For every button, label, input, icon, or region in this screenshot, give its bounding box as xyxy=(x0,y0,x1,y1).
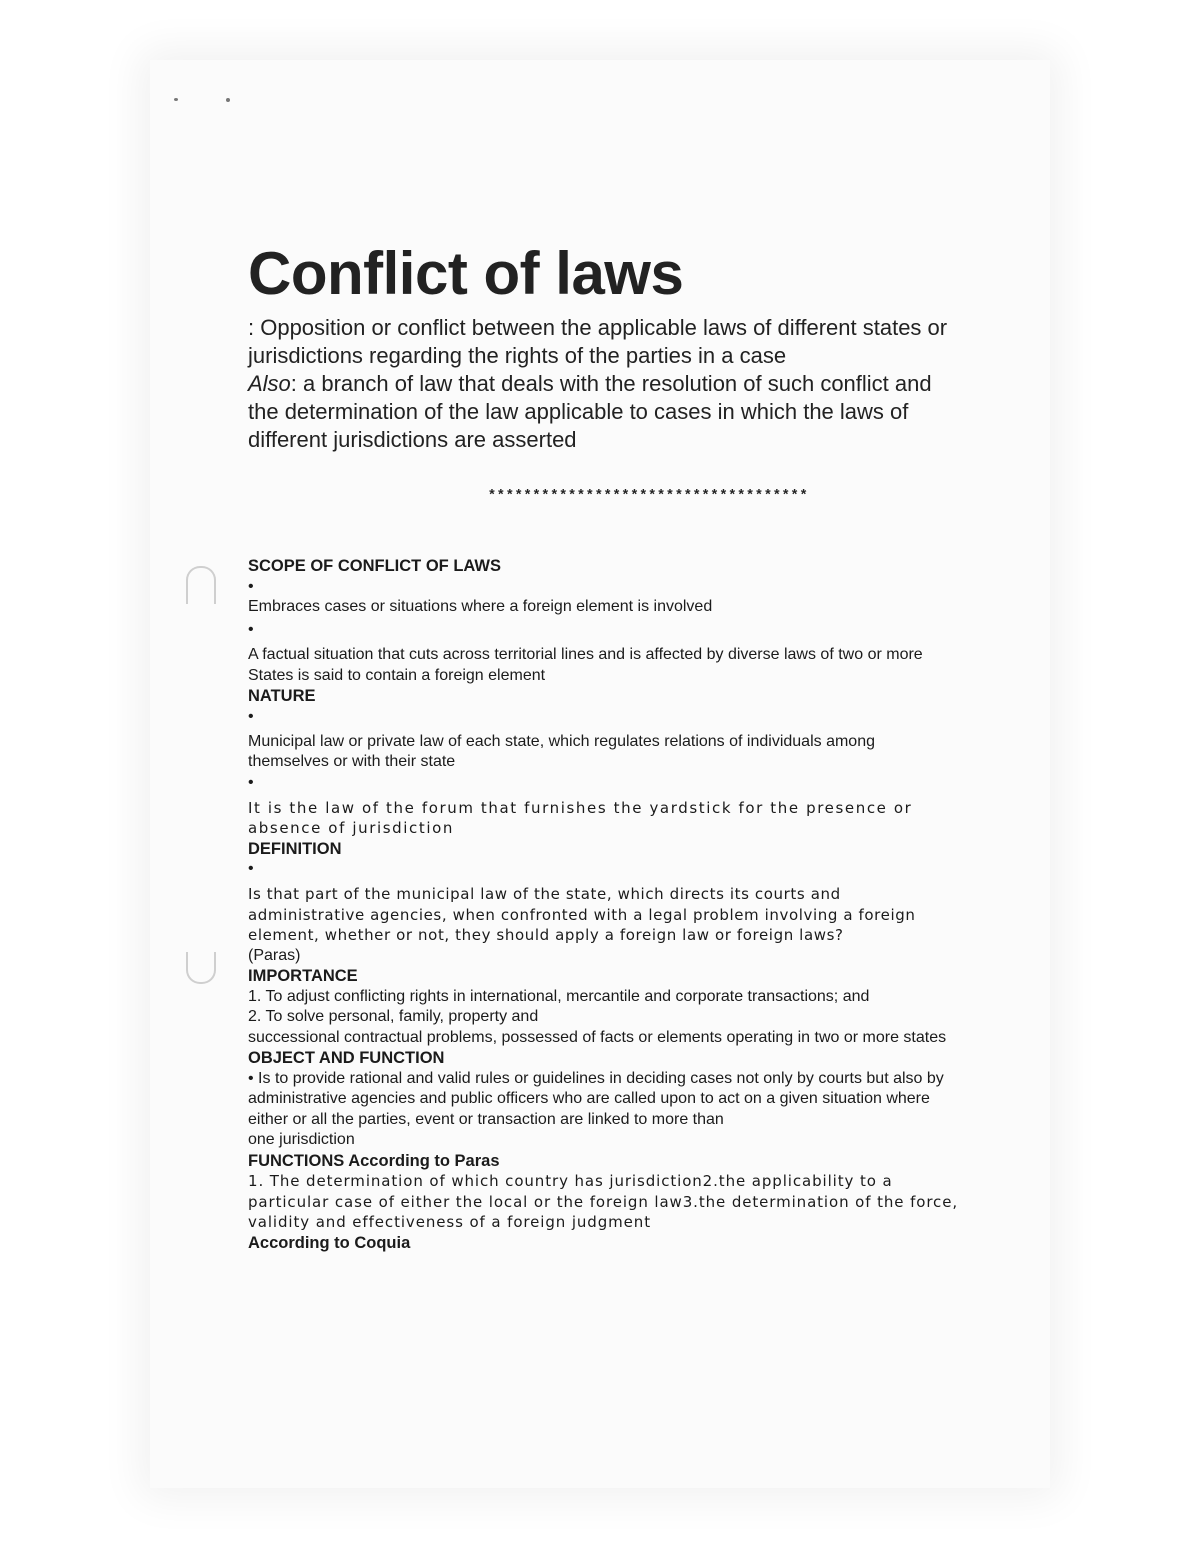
functions-item-1: 1. The determination of which country has jurisdiction2.the applicability to a particular case of either the local or the foreign law3.the determination of the force, validity and effectiveness of a foreign judgment xyxy=(248,1172,959,1231)
section-heading-nature: NATURE xyxy=(248,687,316,705)
bullet-marker: • xyxy=(248,773,254,791)
nature-item-1: Municipal law or private law of each state, which regulates relations of individuals among themselves or with their state xyxy=(248,732,875,770)
importance-item-3: successional contractual problems, possessed of facts or elements operating in two or more states xyxy=(248,1028,947,1046)
section-heading-definition: DEFINITION xyxy=(248,839,342,858)
object-item-1: • Is to provide rational and valid rules or guidelines in deciding cases not only by courts but also by administrative agencies and public officers who are called upon to act on a given situation where either or all the parties, event or transaction are linked to more than xyxy=(248,1069,944,1128)
document-content xyxy=(248,236,958,1253)
document-body xyxy=(248,556,958,1253)
definition-text-also: : a branch of law that deals with the resolution of such conflict and the determination of the law applicable to cases in which the laws of different jurisdictions are asserted xyxy=(248,371,932,452)
definition-paragraph xyxy=(248,314,958,454)
scope-item-2: A factual situation that cuts across territorial lines and is affected by diverse laws of two or more States is said to contain a foreign element xyxy=(248,646,923,684)
importance-item-1: 1. To adjust conflicting rights in international, mercantile and corporate transactions; and xyxy=(248,987,870,1005)
separator-stars: ************************************ xyxy=(487,488,809,504)
bullet-marker: • xyxy=(248,621,254,638)
section-heading-functions: FUNCTIONS According to Paras xyxy=(248,1151,500,1170)
definition-item-1: Is that part of the municipal law of the state, which directs its courts and administrative agencies, when confronted with a legal problem involving a foreign element, whether or not, they should apply a foreign law or foreign laws? xyxy=(248,885,916,944)
punch-hole-mark xyxy=(186,566,216,604)
section-heading-importance: IMPORTANCE xyxy=(248,967,358,985)
scope-item-1: Embraces cases or situations where a foreign element is involved xyxy=(248,597,713,615)
bullet-marker: • xyxy=(248,707,254,725)
bullet-marker: • xyxy=(248,860,254,877)
punch-hole-mark xyxy=(186,952,216,984)
definition-text: : Opposition or conflict between the applicable laws of different states or jurisdictions regarding the rights of the parties in a case xyxy=(248,315,948,368)
definition-source: (Paras) xyxy=(248,946,301,964)
object-item-2: one jurisdiction xyxy=(248,1131,355,1148)
scan-speck xyxy=(174,98,178,101)
scan-speck xyxy=(226,98,230,102)
importance-item-2: 2. To solve personal, family, property and xyxy=(248,1008,539,1025)
also-label: Also xyxy=(248,371,291,396)
bullet-marker: • xyxy=(248,577,254,595)
section-heading-object: OBJECT AND FUNCTION xyxy=(248,1049,445,1067)
document-title: Conflict of laws xyxy=(248,240,684,307)
section-heading-scope: SCOPE OF CONFLICT OF LAWS xyxy=(248,557,501,575)
nature-item-2: It is the law of the forum that furnishes the yardstick for the presence or absence of jurisdiction xyxy=(248,798,913,837)
section-subheading-coquia: According to Coquia xyxy=(248,1233,411,1252)
